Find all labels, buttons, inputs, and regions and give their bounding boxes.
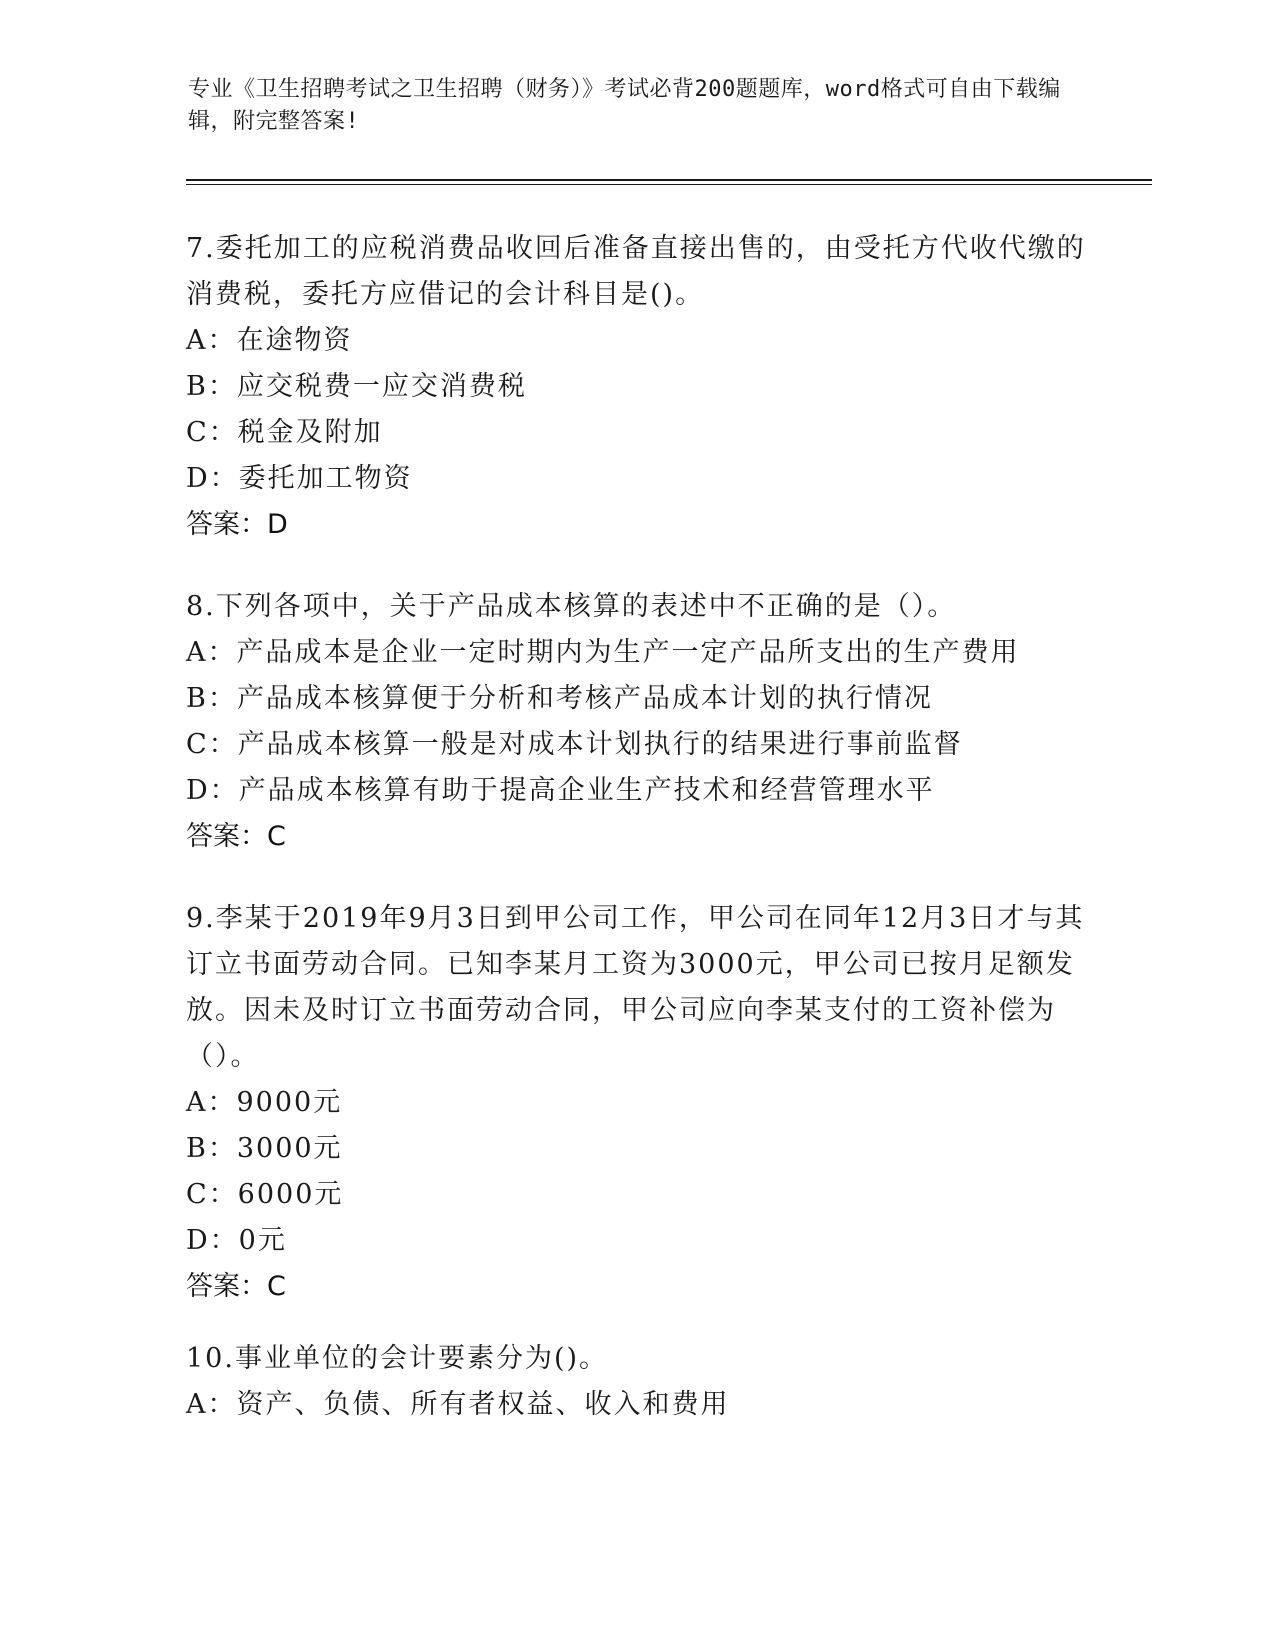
answer: 答案：D: [186, 509, 288, 540]
answer: 答案：C: [186, 821, 286, 852]
header-divider-bottom: [186, 184, 1152, 185]
question-8: [186, 584, 1086, 860]
question-7: [186, 226, 1086, 548]
question-9: [186, 896, 1086, 1310]
question-stem: 8.下列各项中，关于产品成本核算的表述中不正确的是（）。: [186, 591, 957, 622]
answer: 答案：C: [186, 1271, 286, 1302]
option-a: A：产品成本是企业一定时期内为生产一定产品所支出的生产费用: [186, 637, 1020, 668]
header-divider-top: [186, 179, 1152, 181]
option-c: C：产品成本核算一般是对成本计划执行的结果进行事前监督: [186, 729, 963, 760]
question-10: [186, 1336, 1086, 1428]
option-b: B：3000元: [186, 1133, 343, 1164]
option-a: A：在途物资: [186, 325, 353, 356]
option-d: D：产品成本核算有助于提高企业生产技术和经营管理水平: [186, 775, 935, 806]
option-c: C：6000元: [186, 1179, 344, 1210]
option-d: D：委托加工物资: [186, 463, 413, 494]
option-b: B：产品成本核算便于分析和考核产品成本计划的执行情况: [186, 683, 933, 714]
option-d: D：0元: [186, 1225, 287, 1256]
header-note: 专业《卫生招聘考试之卫生招聘（财务）》考试必背200题题库，word格式可自由下载编辑，附完整答案!: [188, 77, 1061, 134]
option-a: A：资产、负债、所有者权益、收入和费用: [186, 1389, 730, 1420]
question-stem: 9.李某于2019年9月3日到甲公司工作，甲公司在同年12月3日才与其订立书面劳动合同。已知李某月工资为3000元，甲公司已按月足额发放。因未及时订立书面劳动合同，甲公司应向李某支付的工资补偿为（）。: [186, 903, 1085, 1072]
option-c: C：税金及附加: [186, 417, 383, 448]
question-stem: 7.委托加工的应税消费品收回后准备直接出售的，由受托方代收代缴的消费税，委托方应借记的会计科目是()。: [186, 233, 1086, 310]
option-b: B：应交税费一应交消费税: [186, 371, 527, 402]
option-a: A：9000元: [186, 1087, 343, 1118]
question-stem: 10.事业单位的会计要素分为()。: [186, 1343, 609, 1374]
